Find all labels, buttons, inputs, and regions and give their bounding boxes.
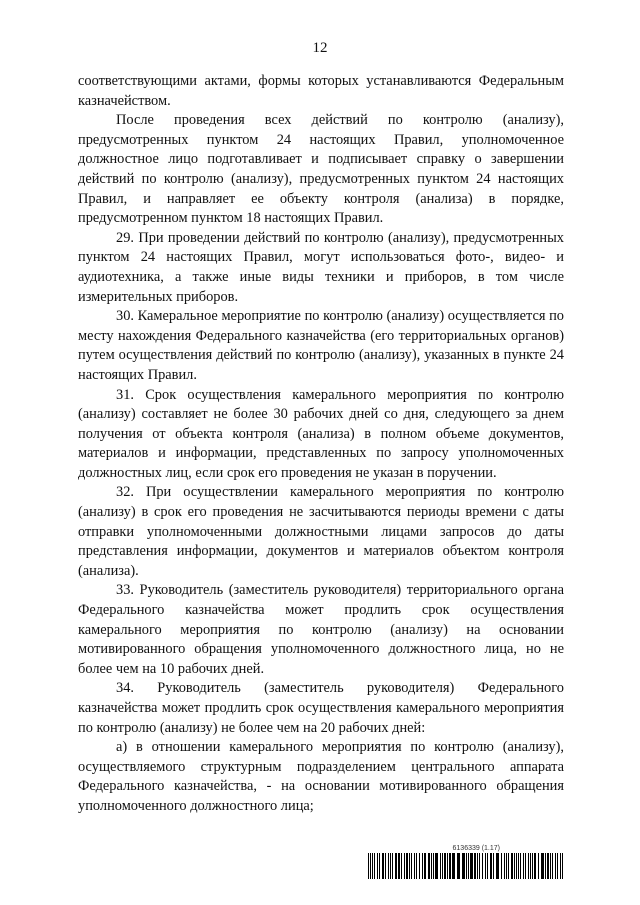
paragraph: 30. Камеральное мероприятие по контролю (анализу) осуществляется по месту нахождения Федерального казначейства (его территориальных органов) путем осуществления действий по контролю (анализу), указанных в пункте 24 настоящих Правил.	[78, 308, 564, 383]
paragraph: а) в отношении камерального мероприятия по контролю (анализу), осуществляемого структурным подразделением центрального аппарата Федерального казначейства, - на основании мотивированного обращения уполномоченного должностного лица;	[78, 739, 564, 814]
page-number: 12	[312, 40, 328, 56]
document-id: 6136339 (1.17)	[452, 845, 500, 852]
paragraph: 29. При проведении действий по контролю (анализу), предусмотренных пунктом 24 настоящих Правил, могут использоваться фото-, видео- и аудиотехника, а также иные виды техники и приборов, в том числе измерительных приборов.	[78, 229, 564, 305]
barcode-icon	[368, 853, 564, 879]
paragraph: После проведения всех действий по контролю (анализу), предусмотренных пунктом 24 настоящих Правил, уполномоченное должностное лицо подготавливает и подписывает справку о завершении действий по контролю (анализу), предусмотренных пунктом 24 настоящих Правил, и направляет ее объекту контроля (анализа) в порядке, предусмотренном пунктом 18 настоящих Правил.	[78, 112, 564, 227]
paragraph: 32. При осуществлении камерального мероприятия по контролю (анализу) в срок его проведения не засчитываются периоды времени с даты отправки уполномоченными должностными лицами запросов до даты представления информации, документов и материалов объектом контроля (анализа).	[78, 484, 564, 579]
paragraph: соответствующими актами, формы которых устанавливаются Федеральным казначейством.	[78, 73, 564, 109]
document-body	[78, 72, 564, 817]
barcode-area	[368, 845, 564, 879]
paragraph: 34. Руководитель (заместитель руководителя) Федерального казначейства может продлить срок осуществления камерального мероприятия по контролю (анализу) не более чем на 20 рабочих дней:	[78, 680, 564, 736]
paragraph: 31. Срок осуществления камерального мероприятия по контролю (анализу) составляет не более 30 рабочих дней со дня, следующего за днем получения от объекта контроля (анализа) в полном объеме документов, материалов и информации, представленных по запросу уполномоченных должностных лиц, если срок его проведения не указан в поручении.	[78, 386, 564, 481]
paragraph: 33. Руководитель (заместитель руководителя) территориального органа Федерального казначейства может продлить срок осуществления камерального мероприятия по контролю (анализу) на основании мотивированного обращения уполномоченного должностного лица, но не более чем на 10 рабочих дней.	[78, 582, 564, 677]
